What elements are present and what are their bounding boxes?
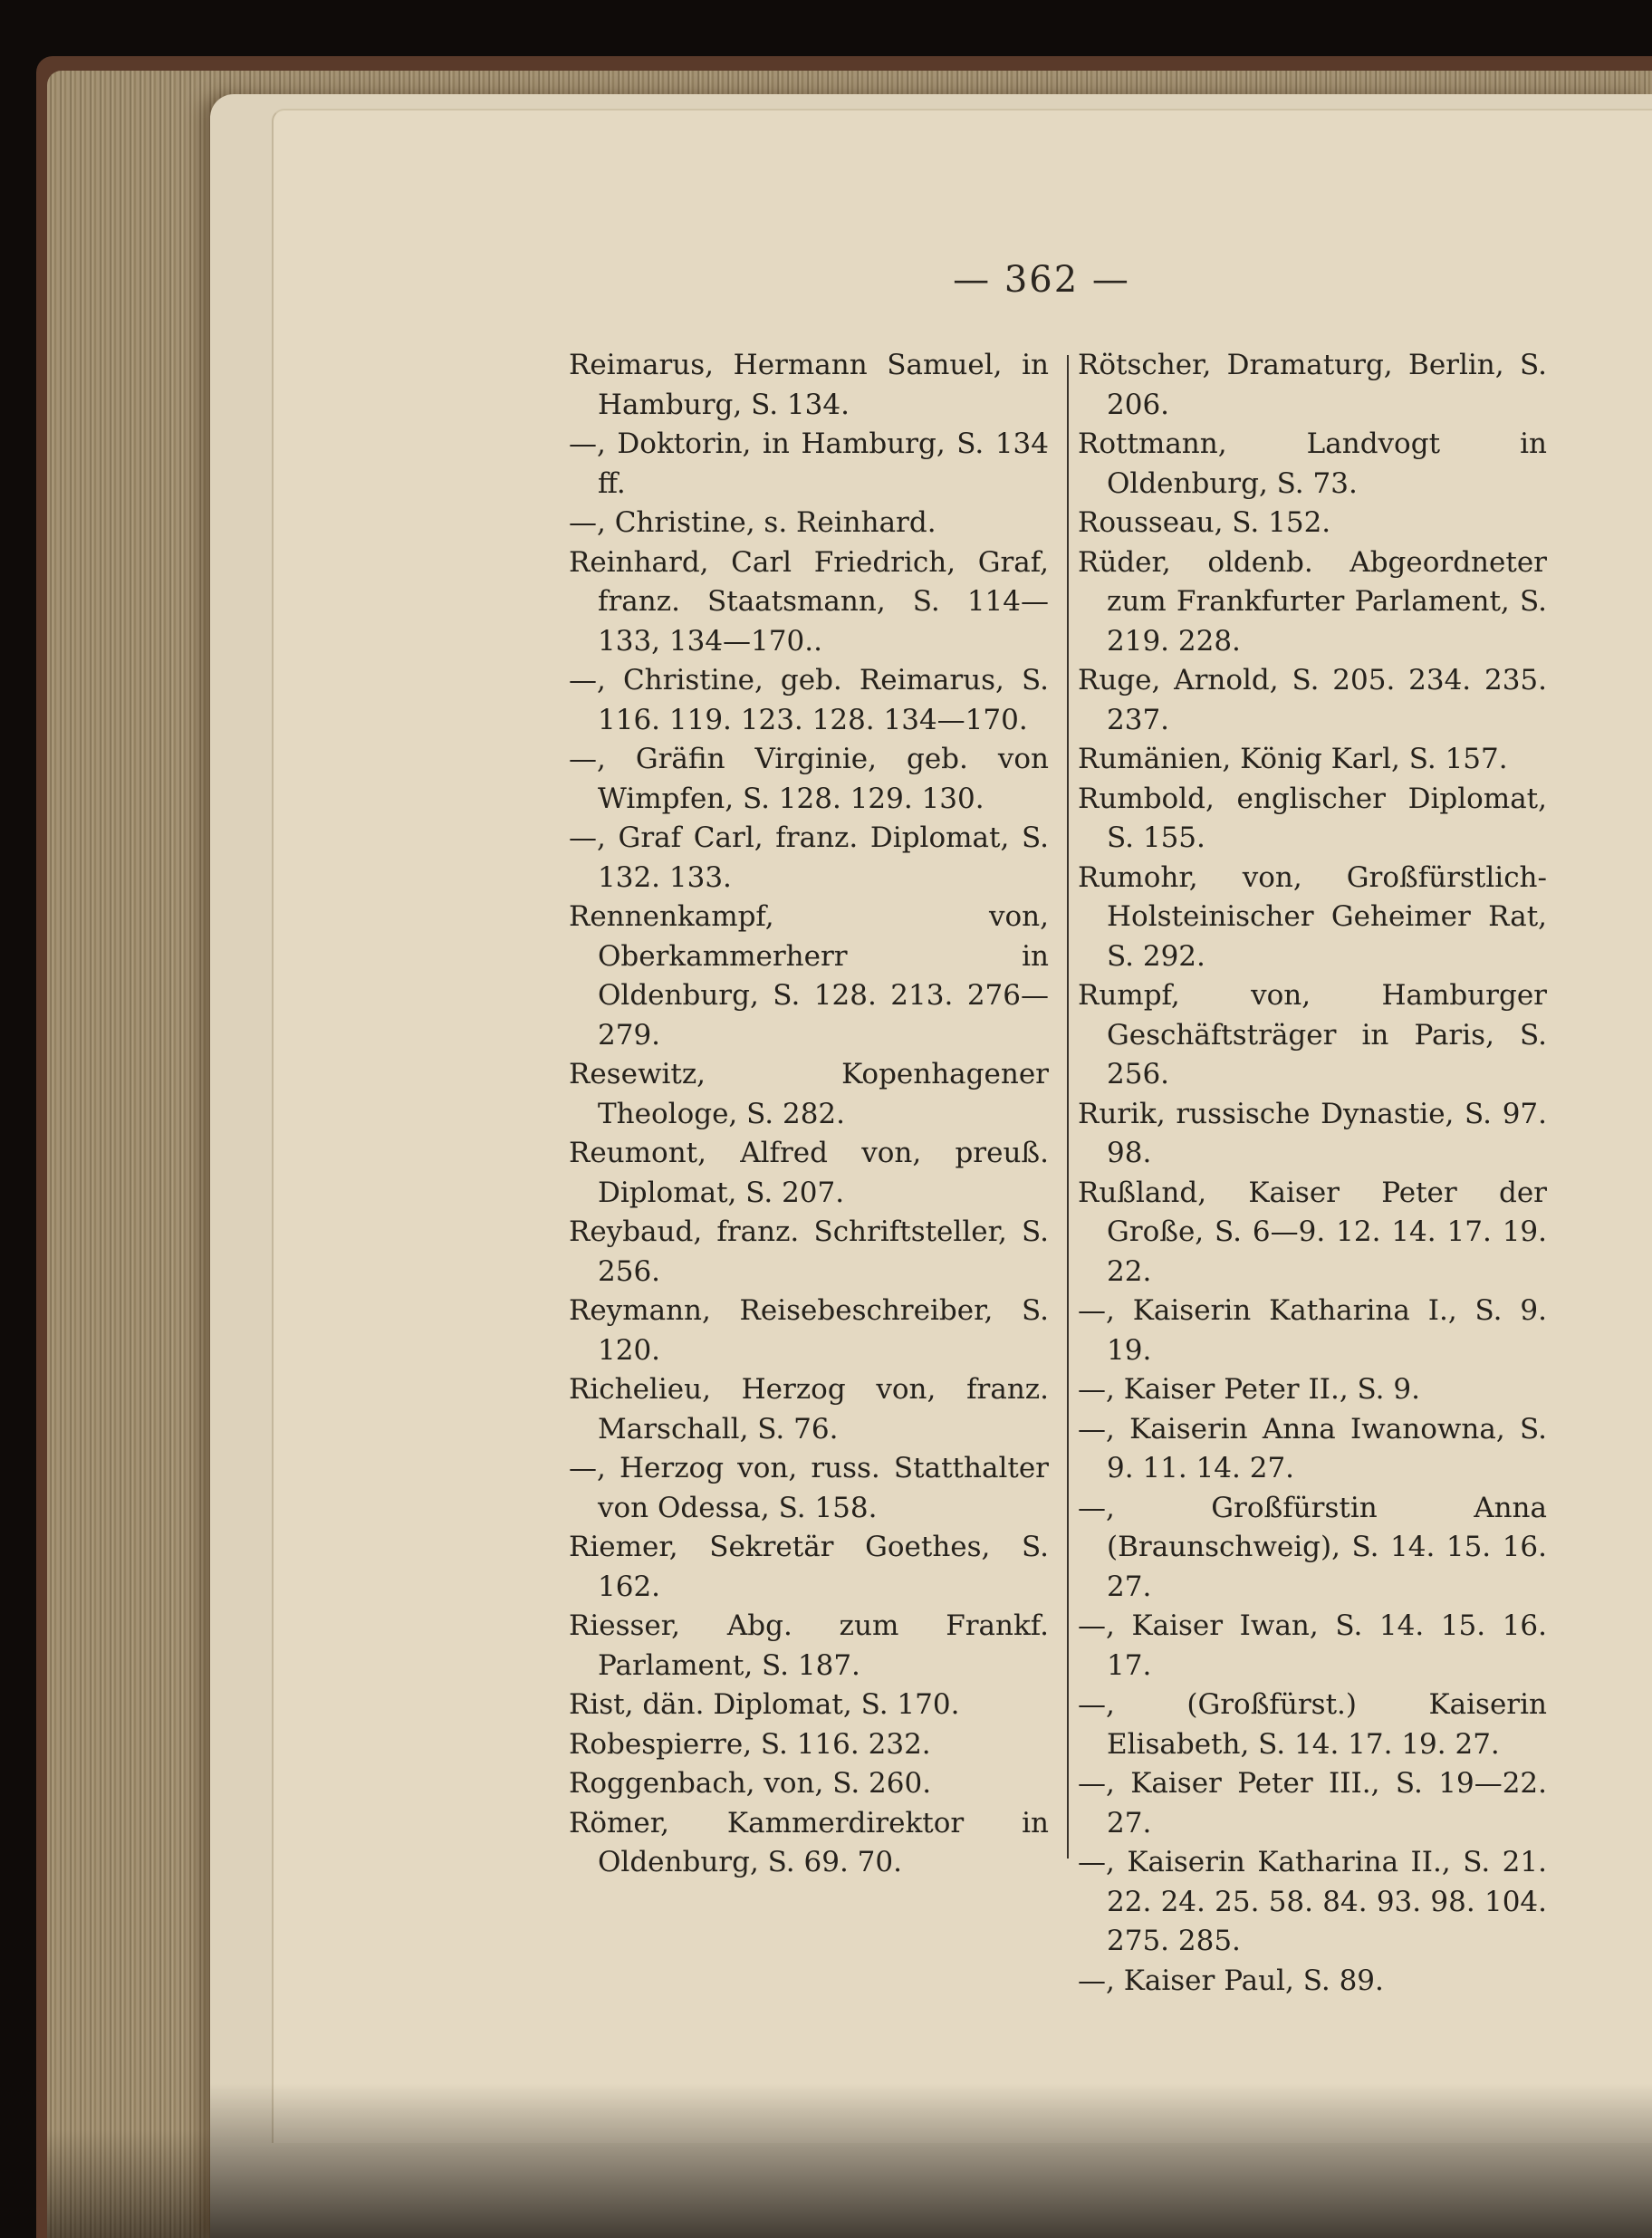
index-entry: —, Kaiser Iwan, S. 14. 15. 16. 17. (1078, 1609, 1547, 1682)
index-entry: —, Kaiserin Katharina I., S. 9. 19. (1078, 1294, 1547, 1367)
index-entry: —, Kaiserin Katharina II., S. 21. 22. 24. 25. 58. 84. 93. 98. 104. 275. 285. (1078, 1846, 1547, 1957)
index-entry: —, Doktorin, in Hamburg, S. 134 ff. (569, 427, 1049, 500)
index-entry: Riesser, Abg. zum Frankf. Parlament, S. 187. (569, 1609, 1049, 1682)
index-entry: —, Gräfin Virginie, geb. von Wimpfen, S. 128. 129. 130. (569, 743, 1049, 815)
index-entry: Ruge, Arnold, S. 205. 234. 235. 237. (1078, 664, 1547, 736)
index-entry: Reumont, Alfred von, preuß. Diplomat, S. 207. (569, 1137, 1049, 1209)
index-entry: Riemer, Sekretär Goethes, S. 162. (569, 1531, 1049, 1603)
column-divider (1067, 355, 1069, 1859)
index-entry: —, Christine, s. Reinhard. (569, 506, 936, 539)
index-entry: Roggenbach, von, S. 260. (569, 1767, 932, 1800)
index-entry: Römer, Kammerdirektor in Oldenburg, S. 69. 70. (569, 1806, 1049, 1878)
index-entry: —, Kaiserin Anna Iwanowna, S. 9. 11. 14. 27. (1078, 1412, 1547, 1484)
index-entry: —, Graf Carl, franz. Diplomat, S. 132. 133. (569, 821, 1049, 894)
index-entry: Richelieu, Herzog von, franz. Marschall, S. 76. (569, 1373, 1049, 1446)
index-entry: Robespierre, S. 116. 232. (569, 1727, 931, 1761)
left-column (569, 346, 1049, 1883)
index-entry: Rousseau, S. 152. (1078, 506, 1331, 539)
index-entry: Rist, dän. Diplomat, S. 170. (569, 1688, 960, 1721)
index-entry: Rurik, russische Dynastie, S. 97. 98. (1078, 1097, 1547, 1169)
index-entry: Rumohr, von, Großfürstlich-Holsteinischer Geheimer Rat, S. 292. (1078, 860, 1547, 973)
bottom-shadow (210, 2083, 1652, 2238)
index-entry: Reymann, Reisebeschreiber, S. 120. (569, 1294, 1049, 1367)
index-entry: —, Kaiser Paul, S. 89. (1078, 1964, 1384, 1997)
index-entry: Rußland, Kaiser Peter der Große, S. 6—9. 12. 14. 17. 19. 22. (1078, 1176, 1547, 1288)
index-entry: Rumänien, König Karl, S. 157. (1078, 743, 1508, 775)
index-entry: Rüder, oldenb. Abgeordneter zum Frankfurter Parlament, S. 219. 228. (1078, 545, 1547, 658)
page-number: — 362 — (953, 259, 1130, 301)
index-entry: Reybaud, franz. Schriftsteller, S. 256. (569, 1215, 1049, 1288)
index-entry: —, Kaiser Peter III., S. 19—22. 27. (1078, 1767, 1547, 1839)
right-column (1078, 346, 1547, 2001)
index-entry: Rötscher, Dramaturg, Berlin, S. 206. (1078, 349, 1547, 421)
index-entry: —, (Großfürst.) Kaiserin Elisabeth, S. 14. 17. 19. 27. (1078, 1688, 1547, 1761)
index-entry: —, Kaiser Peter II., S. 9. (1078, 1373, 1420, 1406)
index-entry: Rumpf, von, Hamburger Geschäftsträger in Paris, S. 256. (1078, 979, 1547, 1090)
index-entry: —, Herzog von, russ. Statthalter von Odessa, S. 158. (569, 1452, 1049, 1524)
index-entry: —, Großfürstin Anna (Braunschweig), S. 14. 15. 16. 27. (1078, 1491, 1547, 1603)
index-entry: Reinhard, Carl Friedrich, Graf, franz. Staatsmann, S. 114—133, 134—170.. (569, 545, 1049, 658)
index-entry: Rumbold, englischer Diplomat, S. 155. (1078, 782, 1547, 854)
index-entry: Resewitz, Kopenhagener Theologe, S. 282. (569, 1058, 1049, 1130)
index-entry: —, Christine, geb. Reimarus, S. 116. 119. 123. 128. 134—170. (569, 664, 1049, 736)
index-entry: Rennenkampf, von, Oberkammerherr in Oldenburg, S. 128. 213. 276—279. (569, 900, 1049, 1052)
index-entry: Reimarus, Hermann Samuel, in Hamburg, S. 134. (569, 349, 1049, 421)
index-entry: Rottmann, Landvogt in Oldenburg, S. 73. (1078, 427, 1547, 500)
